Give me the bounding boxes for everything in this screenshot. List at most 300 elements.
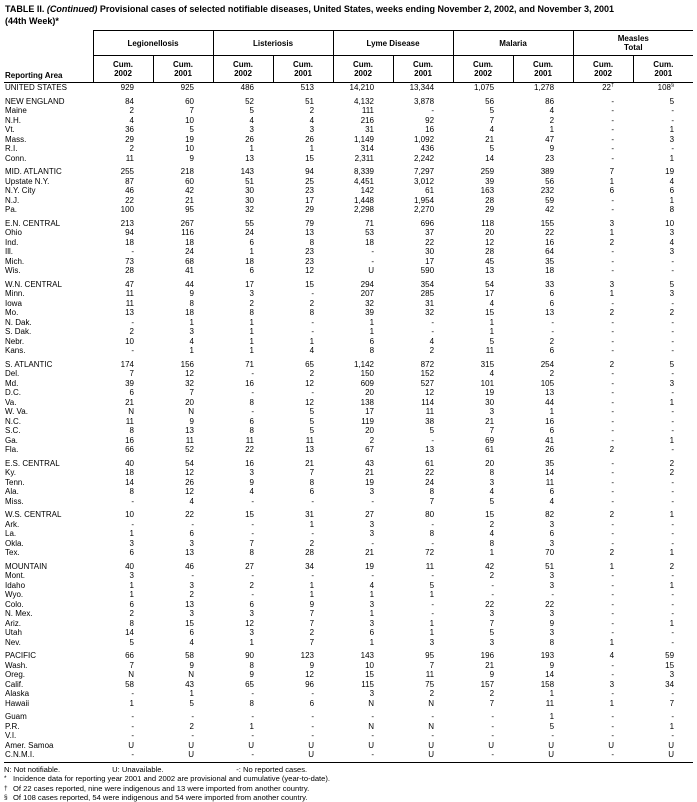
table-cell: 37 [425,228,435,237]
table-cell: 95 [185,205,194,214]
table-cell: 101 [480,378,495,388]
table-cell: - [131,317,134,327]
table-cell: 2 [669,308,675,317]
table-cell: - [611,731,615,740]
table-cell: 8 [249,308,254,317]
table-cell: 17 [425,256,435,266]
table-cell: 925 [180,83,194,92]
table-cell: 1 [369,637,375,647]
table-cell: 100 [120,205,134,214]
row-label: N. Dak. [5,317,32,327]
row-label: Utah [5,628,22,637]
table-cell: 96 [305,679,315,689]
table-cell: 68 [185,256,194,266]
table-cell: 11 [245,435,254,445]
table-cell: 46 [185,561,194,571]
table-cell: 21 [365,468,375,477]
row-label: N.C. [5,416,21,426]
table-cell: 6 [249,599,254,609]
table-row [4,731,693,741]
table-cell: 12 [485,237,495,247]
table-cell: 5 [429,426,435,435]
table-cell: 1 [189,317,194,327]
table-cell: 1 [489,317,495,327]
table-cell: 1 [309,144,315,153]
table-cell: 31 [425,298,435,308]
table-row [4,619,693,629]
table-cell: 21 [185,195,194,205]
table-cell: 196 [480,651,495,660]
table-cell: - [671,266,675,275]
table-cell: - [611,580,615,590]
table-cell: - [611,144,615,153]
table-cell: 22 [425,468,435,477]
row-label: Vt. [5,125,15,134]
group-header-row [4,31,693,56]
table-cell: 2 [669,458,675,468]
table-row [4,590,693,600]
footnote-text: Of 108 cases reported, 54 were indigenous and 54 were imported from another country. [13,793,308,802]
table-cell: 13 [185,426,194,435]
subheader-cum-2001 [153,56,213,83]
column-group-measles-total [573,31,693,56]
table-cell: - [671,496,675,506]
table-cell: 2 [129,144,134,153]
table-cell: 1 [609,289,615,298]
table-cell: 3 [129,538,134,548]
table-cell: 29 [485,205,495,214]
table-cell: 22 [185,510,194,519]
table-cell: 21 [305,458,315,468]
table-cell: - [491,721,495,731]
table-cell: - [671,487,675,496]
table-cell: 1 [249,247,254,256]
table-cell: 1 [309,336,315,346]
table-cell: 11 [425,561,435,571]
footnote-text: Incidence data for reporting year 2001 and 2002 are provisional and cumulative (year-to-date). [13,774,331,784]
table-cell: - [251,496,254,506]
table-row [4,497,693,507]
footnote-reference: § [671,82,675,89]
table-cell: 47 [125,279,134,289]
cum-label: Cum. [533,60,554,69]
table-cell: 4 [669,237,675,247]
table-cell: 1 [189,689,194,698]
table-row [4,436,693,446]
table-cell: - [671,336,675,346]
row-label: E.S. CENTRAL [5,458,60,468]
table-cell: 8 [549,637,555,647]
table-row [4,689,693,699]
table-cell: 2 [549,369,555,378]
table-cell: 17 [305,195,315,205]
row-label: Ala. [5,487,19,496]
table-cell: - [611,336,615,346]
table-cell: - [251,712,254,721]
table-cell: 23 [545,153,555,163]
table-cell: 24 [185,247,194,256]
table-cell: 10 [185,115,194,125]
footnote-reference: † [610,82,615,89]
table-cell: - [611,496,615,506]
table-cell: - [611,256,615,266]
table-cell: - [251,731,254,740]
row-label: Idaho [5,580,26,590]
table-cell: 2 [549,336,555,346]
table-cell: 1 [309,580,315,590]
row-label: PACIFIC [5,651,36,660]
table-cell: 3 [549,580,555,590]
table-cell: 2 [489,571,495,580]
table-row [4,369,693,379]
table-cell: 5 [309,407,315,416]
table-cell: - [551,327,555,336]
table-cell: 59 [545,195,555,205]
row-label: V.I. [5,731,17,740]
table-cell: 2 [129,609,134,618]
table-cell: 51 [545,561,555,571]
table-cell: 3 [669,670,675,679]
table-cell: 2 [609,445,615,454]
row-label: Mich. [5,256,25,266]
table-cell: 19 [185,134,194,144]
group-label: Listeriosis [253,38,294,48]
table-cell: - [191,519,194,529]
table-cell: 2 [129,327,134,336]
table-cell: - [611,153,615,163]
table-cell: 2 [249,580,254,590]
table-cell: 4 [489,369,495,378]
table-cell: 16 [425,125,435,134]
table-cell: 4 [309,346,315,355]
table-row [4,327,693,337]
year-label: 2001 [294,69,312,78]
table-cell: 1 [189,346,194,355]
table-cell: 12 [245,618,254,628]
table-cell: 72 [425,548,435,557]
table-cell: - [431,327,435,336]
table-cell: 8 [309,237,315,247]
table-cell: 18 [245,256,254,266]
table-cell: - [431,106,435,115]
table-cell: 42 [185,186,194,195]
table-cell: 12 [185,468,194,477]
table-cell: 1,075 [474,83,495,92]
table-cell: 75 [425,679,435,689]
table-cell: 9 [309,660,315,670]
table-cell: 3,012 [414,176,435,186]
cum-label: Cum. [593,60,614,69]
table-cell: U [428,750,435,759]
row-label: Wyo. [5,590,24,599]
table-cell: - [671,256,675,266]
table-cell: - [611,519,615,529]
table-cell: 123 [300,651,315,660]
table-cell: 11 [425,670,435,679]
table-cell: - [311,327,315,336]
table-cell: 2,311 [354,153,375,163]
table-row [4,196,693,206]
table-cell: 19 [665,167,675,176]
row-label: Nebr. [5,336,25,346]
table-cell: - [671,529,675,538]
table-cell: - [131,712,134,721]
table-cell: 3 [549,538,555,548]
table-cell: 105 [540,378,555,388]
table-row [4,426,693,436]
table-cell: 19 [365,477,375,487]
table-cell: 3 [189,580,194,590]
table-cell: 3 [249,609,254,618]
row-label: Kans. [5,346,26,355]
table-row [4,266,693,276]
row-label: Tenn. [5,477,25,487]
row-label: E.N. CENTRAL [5,218,61,228]
table-cell: 2 [429,346,435,355]
table-cell: - [311,529,315,538]
table-cell: 10 [665,218,675,228]
table-cell: 23 [305,256,315,266]
row-label: Ark. [5,519,20,529]
table-cell: 18 [185,237,194,247]
table-cell: 24 [245,228,254,237]
table-row [4,539,693,549]
table-cell: 7,297 [414,167,435,176]
table-cell: 13 [545,388,555,397]
table-cell: 32 [365,298,375,308]
table-cell: 3 [369,599,375,609]
table-cell: 52 [185,445,194,454]
table-cell: 2 [369,435,375,445]
table-cell: 5 [489,628,495,637]
table-cell: 2 [129,106,134,115]
legend-no-reported-cases: -: No reported cases. [236,764,308,774]
table-cell: 119 [361,416,375,426]
table-cell: 4 [369,580,375,590]
table-cell: 3 [369,519,375,529]
subheader-cum-2001 [513,56,573,83]
table-cell: 28 [485,195,495,205]
table-cell: 90 [245,651,254,660]
table-cell: 4 [489,529,495,538]
table-row [4,680,693,690]
table-cell: 157 [480,679,495,689]
row-label: N. Mex. [5,609,33,618]
table-cell: 3 [369,487,375,496]
table-cell: U [248,740,254,750]
table-cell: 2 [609,510,615,519]
table-cell: 1 [369,590,375,599]
table-cell: 4 [429,336,435,346]
table-row [4,581,693,591]
table-cell: - [611,571,615,580]
table-cell: - [311,289,315,298]
table-cell: - [611,388,615,397]
table-cell: - [671,628,675,637]
group-label: Measles [617,34,649,43]
table-cell: 27 [365,510,375,519]
table-cell: 13 [185,548,194,557]
table-cell: 27 [245,561,254,571]
table-row [4,468,693,478]
table-row [4,708,693,722]
table-cell: 193 [540,651,555,660]
table-cell: 115 [361,679,375,689]
table-cell: 216 [360,115,375,125]
table-cell: 3 [609,279,615,289]
table-cell: - [431,317,435,327]
table-cell: 20 [365,388,375,397]
subheader-cum-2002 [573,56,633,83]
table-cell: - [671,609,675,618]
table-cell: 1 [249,637,254,647]
column-group-legionellosis [93,31,213,56]
row-label: Alaska [5,689,30,698]
table-cell: 1 [609,561,615,571]
table-cell: - [611,298,615,308]
footnote-marker: † [4,784,8,792]
table-cell: 2 [489,689,495,698]
table-cell: N [128,407,134,416]
table-cell: 5 [429,580,435,590]
table-cell: 5 [669,359,675,369]
table-row [4,529,693,539]
table-cell: 1 [669,548,675,557]
table-cell: - [251,369,254,378]
table-cell: 66 [125,445,134,454]
table-cell: 3 [189,327,194,336]
table-cell: 5 [669,96,675,106]
table-cell: 58 [185,651,194,660]
table-cell: 5 [549,721,555,731]
footnote-text: Of 22 cases reported, nine were indigenous and 13 were imported from another country. [13,783,310,793]
table-cell: 3 [549,628,555,637]
table-cell: 314 [360,144,375,153]
table-cell: 71 [365,218,375,228]
table-row [4,177,693,187]
table-cell: U [608,740,615,750]
table-cell: 5 [489,496,495,506]
table-cell: 3 [549,609,555,618]
table-cell: 5 [489,106,495,115]
row-label: Amer. Samoa [5,740,54,750]
table-cell: 9 [309,599,315,609]
table-cell: 28 [305,548,315,557]
table-cell: - [611,369,615,378]
row-label: Wis. [5,266,21,275]
table-cell: 73 [125,256,134,266]
table-cell: 9 [549,618,555,628]
table-cell: - [671,426,675,435]
table-cell: 1 [129,529,134,538]
table-cell: 1 [669,195,675,205]
table-cell: 16 [125,435,134,445]
table-cell: 1,149 [353,134,375,144]
table-cell: U [128,740,134,750]
row-label: Iowa [5,298,22,308]
table-cell: 5 [189,698,194,708]
table-cell: 1 [129,698,134,708]
table-cell: - [611,266,615,275]
table-cell: - [611,115,615,125]
table-cell: 3 [369,618,375,628]
table-cell: 111 [361,106,375,115]
table-cell: 4 [189,637,194,647]
table-cell: 4,451 [353,176,375,186]
table-cell: 14 [125,628,134,637]
table-cell: - [491,731,495,740]
table-cell: 43 [365,458,375,468]
table-cell: 5 [309,416,315,426]
table-cell: 13 [185,599,194,609]
table-cell: 2,270 [414,205,435,214]
table-cell: U [668,750,675,759]
table-cell: - [311,388,315,397]
table-cell: 174 [120,359,134,369]
table-cell: 1 [669,153,675,163]
table-row [4,609,693,619]
table-cell: - [671,519,675,529]
table-cell: 66 [125,651,134,660]
table-cell: 8 [249,397,254,407]
group-label: Legionellosis [127,38,179,48]
table-cell: 6 [189,529,194,538]
table-cell: 92 [425,115,435,125]
table-cell: 1 [429,628,435,637]
cum-label: Cum. [353,60,374,69]
table-cell: 1 [369,317,375,327]
table-cell: 8 [309,308,315,317]
title-part1: TABLE II. [5,4,47,14]
table-cell: 527 [420,378,435,388]
table-cell: 4 [669,176,675,186]
table-cell: - [671,115,675,125]
table-cell: 1 [549,125,555,134]
table-cell: 30 [425,247,435,256]
table-cell: - [311,571,315,580]
table-cell: 2 [189,590,194,599]
table-cell: 6 [129,599,134,609]
table-cell: 6 [549,298,555,308]
table-cell: 14 [545,468,555,477]
table-cell: 52 [245,96,254,106]
group-label: Malaria [499,38,527,48]
year-label: 2002 [234,69,252,78]
table-cell: 1 [129,590,134,599]
table-cell: 7 [309,468,315,477]
table-cell: 118 [481,218,495,228]
table-cell: 2 [309,538,315,548]
table-cell: - [611,106,615,115]
table-row [4,144,693,154]
year-label: 2001 [654,69,673,78]
table-cell: 2 [669,561,675,571]
table-cell: 2 [189,721,194,731]
table-cell: - [551,731,555,740]
table-cell: 18 [125,237,134,247]
table-cell: 59 [665,651,675,660]
table-cell: 3 [489,407,495,416]
table-cell: - [671,327,675,336]
table-cell: - [371,247,375,256]
table-row [4,346,693,356]
table-cell: - [611,426,615,435]
table-cell: 6 [549,346,555,355]
table-cell: 82 [545,510,555,519]
table-cell: 4 [609,651,615,660]
table-row [4,205,693,215]
table-cell: 1 [669,510,675,519]
